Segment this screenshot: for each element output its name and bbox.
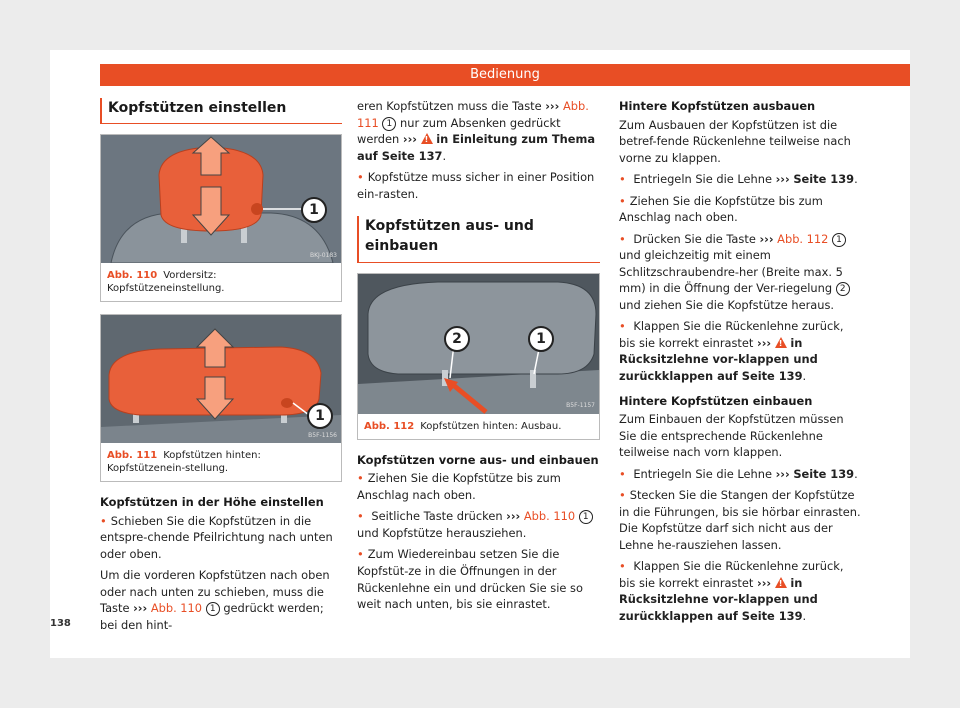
page-number: 138 xyxy=(50,618,71,629)
list-item: • Seitliche Taste drücken ››› Abb. 110 1 und Kopfstütze herausziehen. xyxy=(357,508,600,541)
callout-number: 1 xyxy=(579,510,593,524)
callout-2: 2 xyxy=(444,326,470,352)
figure-label: Abb. 112 xyxy=(364,420,415,432)
sub-title: Hintere Kopfstützen einbauen xyxy=(619,393,813,408)
column-1 xyxy=(100,98,342,639)
figure-111-image xyxy=(101,315,341,443)
figure-link[interactable]: Abb. 112 xyxy=(777,231,829,246)
figure-link[interactable]: Abb. 111 xyxy=(357,99,589,130)
callout-number: 2 xyxy=(836,282,850,296)
section-title: Kopfstützen aus- und einbauen xyxy=(357,216,600,263)
warning-icon xyxy=(775,337,787,348)
paragraph: eren Kopfstützen muss die Taste ››› Abb. 111 1 nur zum Absenken gedrückt werden ››› ! in Einleitung zum Thema auf Seite 137. xyxy=(357,98,600,164)
reference-arrows: ››› xyxy=(133,601,148,616)
callout-number: 1 xyxy=(832,233,846,247)
sub-title: Kopfstützen vorne aus- und einbauen xyxy=(357,452,599,467)
rear-headrest-illustration xyxy=(101,315,341,443)
reference-arrows: ››› xyxy=(757,335,772,350)
page-link[interactable]: Seite 139 xyxy=(793,466,855,481)
list-item: • Schieben Sie die Kopfstützen in die entspre-chende Pfeilrichtung nach unten oder oben. xyxy=(100,513,342,563)
reference-arrows: ››› xyxy=(506,509,521,524)
figure-link[interactable]: Abb. 110 xyxy=(150,601,203,616)
figure-label: Abb. 110 xyxy=(107,270,158,282)
figure-110-image xyxy=(101,135,341,263)
warning-link[interactable]: in Rücksitzlehne vor-klappen und zurückklappen auf Seite 139 xyxy=(619,335,818,383)
figure-caption: Abb. 112 Kopfstützen hinten: Ausbau. xyxy=(364,420,562,432)
figure-112 xyxy=(357,273,600,440)
list-item: • Stecken Sie die Stangen der Kopfstütze in die Führungen, bis sie hörbar einrasten. Die Kopfstütze darf sich nicht aus der Lehne he-rausziehen lassen. xyxy=(619,487,861,553)
figure-link[interactable]: Abb. 110 xyxy=(523,509,576,524)
figure-code: B5F-1157 xyxy=(566,402,595,410)
column-3 xyxy=(619,98,861,629)
reference-arrows: ››› xyxy=(759,231,774,246)
warning-link[interactable]: in Rücksitzlehne vor-klappen und zurückklappen auf Seite 139 xyxy=(619,575,818,623)
reference-arrows: ››› xyxy=(402,132,417,147)
list-item: • Drücken Sie die Taste ››› Abb. 112 1 und gleichzeitig mit einem Schlitzschraubendre-her (Breite max. 5 mm) in die Öffnung der Ver-riegelung 2 und ziehen Sie die Kopfstütze heraus. xyxy=(619,231,861,314)
callout-number: 1 xyxy=(382,117,396,131)
callout-1: 1 xyxy=(307,403,333,429)
figure-caption: Abb. 110 Vordersitz: Kopfstützeneinstellung. xyxy=(107,270,225,295)
warning-icon xyxy=(775,577,787,588)
reference-arrows: ››› xyxy=(757,575,772,590)
figure-111 xyxy=(100,314,342,482)
callout-1: 1 xyxy=(301,197,327,223)
figure-caption: Abb. 111 Kopfstützen hinten: Kopfstützenein-stellung. xyxy=(107,450,261,475)
list-item: • Kopfstütze muss sicher in einer Position ein-rasten. xyxy=(357,169,600,202)
warning-link[interactable]: in Einleitung zum Thema auf Seite 137 xyxy=(357,132,596,163)
list-item: • Entriegeln Sie die Lehne ››› Seite 139. xyxy=(619,171,861,188)
headrest-removal-illustration xyxy=(358,274,599,414)
paragraph: Um die vorderen Kopfstützen nach oben oder nach unten zu schieben, muss die Taste ››› Abb. 110 1 gedrückt werden; bei den hint- xyxy=(100,568,330,633)
figure-label: Abb. 111 xyxy=(107,450,158,462)
list-item: • Klappen Sie die Rückenlehne zurück, bis sie korrekt einrastet ››› ! in Rücksitzlehne vor-klappen und zurückklappen auf Seite 139. xyxy=(619,558,861,624)
list-item: • Entriegeln Sie die Lehne ››› Seite 139. xyxy=(619,466,861,483)
reference-arrows: ››› xyxy=(775,466,790,481)
callout-number: 1 xyxy=(206,602,220,616)
page-link[interactable]: Seite 139 xyxy=(793,172,855,187)
reference-arrows: ››› xyxy=(775,172,790,187)
paragraph: Zum Einbauen der Kopfstützen müssen Sie die entsprechende Rückenlehne teilweise nach vorn klappen. xyxy=(619,412,844,460)
sub-title: Hintere Kopfstützen ausbauen xyxy=(619,99,816,113)
warning-icon xyxy=(421,133,433,144)
manual-page xyxy=(50,50,910,658)
figure-112-image xyxy=(358,274,599,414)
section-title: Kopfstützen einstellen xyxy=(100,98,342,124)
list-item: • Zum Wiedereinbau setzen Sie die Kopfstüt-ze in die Öffnungen in der Rückenlehne ein und drücken Sie sie so weit nach unten, bis sie einrastet. xyxy=(357,546,600,612)
figure-110 xyxy=(100,134,342,302)
column-2 xyxy=(357,98,600,618)
reference-arrows: ››› xyxy=(545,99,560,113)
list-item: • Klappen Sie die Rückenlehne zurück, bis sie korrekt einrastet ››› ! in Rücksitzlehne vor-klappen und zurückklappen auf Seite 139. xyxy=(619,318,861,384)
callout-1: 1 xyxy=(528,326,554,352)
sub-title: Kopfstützen in der Höhe einstellen xyxy=(100,495,324,510)
chapter-header: Bedienung xyxy=(100,64,910,86)
figure-code: BKJ-0183 xyxy=(309,251,337,259)
list-item: • Ziehen Sie die Kopfstütze bis zum Anschlag nach oben. xyxy=(357,470,600,503)
figure-code: B5F-1156 xyxy=(308,431,337,439)
list-item: • Ziehen Sie die Kopfstütze bis zum Anschlag nach oben. xyxy=(619,193,861,226)
paragraph: Zum Ausbauen der Kopfstützen ist die betref-fende Rückenlehne teilweise nach vorne zu klappen. xyxy=(619,117,851,165)
